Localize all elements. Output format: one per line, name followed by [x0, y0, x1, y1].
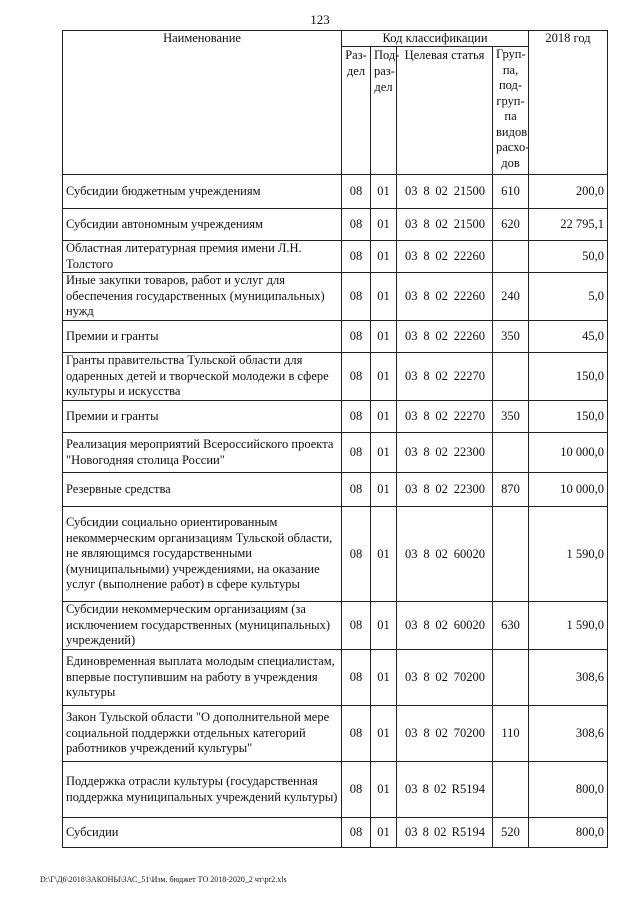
table-row [63, 706, 608, 762]
target-part-3: 02 [434, 825, 447, 839]
target-part-1: 03 [405, 445, 418, 459]
row-expense-type: 630 [493, 602, 529, 650]
target-part-1: 03 [405, 670, 418, 684]
table-row [63, 473, 608, 507]
row-expense-type: 110 [493, 706, 529, 762]
target-part-3: 02 [435, 289, 448, 303]
target-part-1: 03 [405, 369, 418, 383]
row-section: 08 [342, 353, 371, 401]
row-section: 08 [342, 818, 371, 848]
target-part-2: 8 [423, 445, 430, 459]
row-section: 08 [342, 175, 371, 209]
table-row [63, 241, 608, 273]
target-part-4: 22300 [453, 482, 485, 496]
row-target-article [397, 321, 493, 353]
table-row [63, 433, 608, 473]
row-expense-type [493, 650, 529, 706]
row-section: 08 [342, 650, 371, 706]
row-subsection: 01 [371, 175, 397, 209]
target-part-2: 8 [423, 670, 430, 684]
target-part-2: 8 [423, 249, 430, 263]
target-part-2: 8 [423, 369, 430, 383]
target-part-1: 03 [405, 782, 418, 796]
row-amount: 10 000,0 [529, 433, 608, 473]
row-target-article [397, 473, 493, 507]
target-part-2: 8 [422, 782, 429, 796]
row-target-article [397, 401, 493, 433]
row-amount: 1 590,0 [529, 602, 608, 650]
table-row [63, 273, 608, 321]
table-row [63, 175, 608, 209]
row-expense-type: 350 [493, 321, 529, 353]
target-part-2: 8 [423, 217, 430, 231]
header-year: 2018 год [529, 31, 608, 175]
row-amount: 10 000,0 [529, 473, 608, 507]
row-target-article [397, 209, 493, 241]
header-subsection: Под- раз- дел [371, 47, 397, 175]
row-section: 08 [342, 401, 371, 433]
table-row [63, 650, 608, 706]
row-target-article [397, 433, 493, 473]
target-part-3: 02 [435, 184, 448, 198]
row-amount: 200,0 [529, 175, 608, 209]
row-subsection: 01 [371, 241, 397, 273]
row-amount: 50,0 [529, 241, 608, 273]
row-target-article [397, 602, 493, 650]
row-section: 08 [342, 321, 371, 353]
row-expense-type [493, 433, 529, 473]
table-row [63, 762, 608, 818]
row-name: Закон Тульской области "О дополнительной мере социальной поддержки отдельных категорий работников учреждений культуры" [63, 706, 342, 762]
row-section: 08 [342, 473, 371, 507]
row-expense-type: 520 [493, 818, 529, 848]
target-part-4: 70200 [453, 726, 485, 740]
row-target-article [397, 507, 493, 602]
row-section: 08 [342, 602, 371, 650]
target-part-3: 02 [435, 546, 448, 561]
row-expense-type: 350 [493, 401, 529, 433]
target-part-1: 03 [405, 289, 418, 303]
table-row [63, 321, 608, 353]
target-part-2: 8 [423, 726, 430, 740]
target-part-1: 03 [405, 825, 418, 839]
row-name: Резервные средства [63, 473, 342, 507]
row-amount: 1 590,0 [529, 507, 608, 602]
target-part-2: 8 [423, 618, 430, 632]
row-expense-type: 870 [493, 473, 529, 507]
target-part-2: 8 [423, 482, 430, 496]
target-part-4: R5194 [451, 825, 485, 839]
row-name: Гранты правительства Тульской области для одаренных детей и творческой молодежи в сфере культуры и искусства [63, 353, 342, 401]
row-name: Субсидии социально ориентированным некоммерческим организациям Тульской области, не являющимся государственными (муниципальными) учреждениями, на оказание услуг (выполнение работ) в сфере культуры [63, 507, 342, 602]
target-part-3: 02 [435, 369, 448, 383]
row-amount: 308,6 [529, 650, 608, 706]
target-part-3: 02 [435, 445, 448, 459]
row-name: Субсидии бюджетным учреждениям [63, 175, 342, 209]
row-amount: 150,0 [529, 353, 608, 401]
target-part-1: 03 [405, 618, 418, 632]
row-subsection: 01 [371, 473, 397, 507]
target-part-3: 02 [435, 329, 448, 343]
row-target-article [397, 762, 493, 818]
target-part-1: 03 [405, 409, 418, 423]
row-name: Премии и гранты [63, 321, 342, 353]
target-part-1: 03 [405, 329, 418, 343]
row-name: Областная литературная премия имени Л.Н. Толстого [63, 241, 342, 273]
row-section: 08 [342, 433, 371, 473]
header-section: Раз- дел [342, 47, 371, 175]
target-part-1: 03 [405, 726, 418, 740]
row-target-article [397, 353, 493, 401]
budget-table [62, 30, 608, 848]
target-part-2: 8 [423, 329, 430, 343]
target-part-1: 03 [405, 482, 418, 496]
row-amount: 5,0 [529, 273, 608, 321]
row-section: 08 [342, 762, 371, 818]
row-target-article [397, 241, 493, 273]
row-subsection: 01 [371, 706, 397, 762]
target-part-1: 03 [405, 546, 418, 561]
row-target-article [397, 650, 493, 706]
target-part-3: 02 [435, 217, 448, 231]
table-row [63, 209, 608, 241]
row-amount: 308,6 [529, 706, 608, 762]
target-part-4: 21500 [453, 217, 485, 231]
header-expense-type: Груп- па, под- груп- па видов расхо- дов [493, 47, 529, 175]
target-part-3: 02 [435, 249, 448, 263]
target-part-4: 60020 [453, 618, 485, 632]
row-subsection: 01 [371, 650, 397, 706]
row-amount: 800,0 [529, 762, 608, 818]
row-section: 08 [342, 706, 371, 762]
target-part-4: 60020 [453, 546, 485, 561]
target-part-4: 22300 [453, 445, 485, 459]
target-part-1: 03 [405, 217, 418, 231]
target-part-3: 02 [435, 409, 448, 423]
row-subsection: 01 [371, 818, 397, 848]
row-subsection: 01 [371, 273, 397, 321]
row-amount: 22 795,1 [529, 209, 608, 241]
target-part-4: 70200 [453, 670, 485, 684]
table-row [63, 818, 608, 848]
row-subsection: 01 [371, 321, 397, 353]
table-row [63, 353, 608, 401]
target-part-4: 22270 [453, 409, 485, 423]
row-section: 08 [342, 209, 371, 241]
target-part-2: 8 [423, 546, 430, 561]
file-path-footer: D:\Г\Д6\2018\ЗАКОНЫ\ЗАС_51\Изм. бюджет ТО 2018-2020_2 чт\pr2.xls [40, 875, 287, 884]
row-target-article [397, 706, 493, 762]
row-amount: 800,0 [529, 818, 608, 848]
row-name: Реализация мероприятий Всероссийского проекта "Новогодняя столица России" [63, 433, 342, 473]
row-subsection: 01 [371, 209, 397, 241]
row-amount: 45,0 [529, 321, 608, 353]
row-subsection: 01 [371, 353, 397, 401]
row-expense-type [493, 353, 529, 401]
table-row [63, 507, 608, 602]
target-part-2: 8 [423, 289, 430, 303]
target-part-1: 03 [405, 184, 418, 198]
row-name: Субсидии [63, 818, 342, 848]
row-name: Субсидии некоммерческим организациям (за исключением государственных (муниципальных) учреждений) [63, 602, 342, 650]
row-section: 08 [342, 273, 371, 321]
row-target-article [397, 175, 493, 209]
row-section: 08 [342, 241, 371, 273]
row-subsection: 01 [371, 401, 397, 433]
table-row [63, 602, 608, 650]
row-target-article [397, 818, 493, 848]
target-part-4: R5194 [451, 782, 485, 796]
target-part-3: 02 [434, 782, 447, 796]
page-number: 123 [310, 12, 330, 27]
target-part-2: 8 [422, 825, 429, 839]
row-name: Единовременная выплата молодым специалистам, впервые поступившим на работу в учреждения культуры [63, 650, 342, 706]
row-name: Поддержка отрасли культуры (государственная поддержка муниципальных учреждений культуры) [63, 762, 342, 818]
row-amount: 150,0 [529, 401, 608, 433]
row-expense-type [493, 241, 529, 273]
row-target-article [397, 273, 493, 321]
row-expense-type: 240 [493, 273, 529, 321]
target-part-2: 8 [423, 184, 430, 198]
target-part-3: 02 [435, 670, 448, 684]
header-name: Наименование [63, 31, 342, 175]
target-part-4: 22260 [453, 329, 485, 343]
row-expense-type: 620 [493, 209, 529, 241]
row-subsection: 01 [371, 602, 397, 650]
row-name: Иные закупки товаров, работ и услуг для обеспечения государственных (муниципальных) нужд [63, 273, 342, 321]
row-subsection: 01 [371, 762, 397, 818]
row-name: Премии и гранты [63, 401, 342, 433]
row-expense-type: 610 [493, 175, 529, 209]
row-subsection: 01 [371, 433, 397, 473]
row-name: Субсидии автономным учреждениям [63, 209, 342, 241]
row-expense-type [493, 507, 529, 602]
target-part-4: 21500 [453, 184, 485, 198]
row-section: 08 [342, 507, 371, 602]
header-code-group: Код классификации [342, 31, 529, 47]
target-part-4: 22270 [453, 369, 485, 383]
target-part-3: 02 [435, 618, 448, 632]
target-part-1: 03 [405, 249, 418, 263]
target-part-3: 02 [435, 726, 448, 740]
header-target-article: Целевая статья [397, 47, 493, 175]
table-row [63, 401, 608, 433]
row-expense-type [493, 762, 529, 818]
target-part-2: 8 [423, 409, 430, 423]
target-part-3: 02 [435, 482, 448, 496]
target-part-4: 22260 [453, 249, 485, 263]
row-subsection: 01 [371, 507, 397, 602]
target-part-4: 22260 [453, 289, 485, 303]
